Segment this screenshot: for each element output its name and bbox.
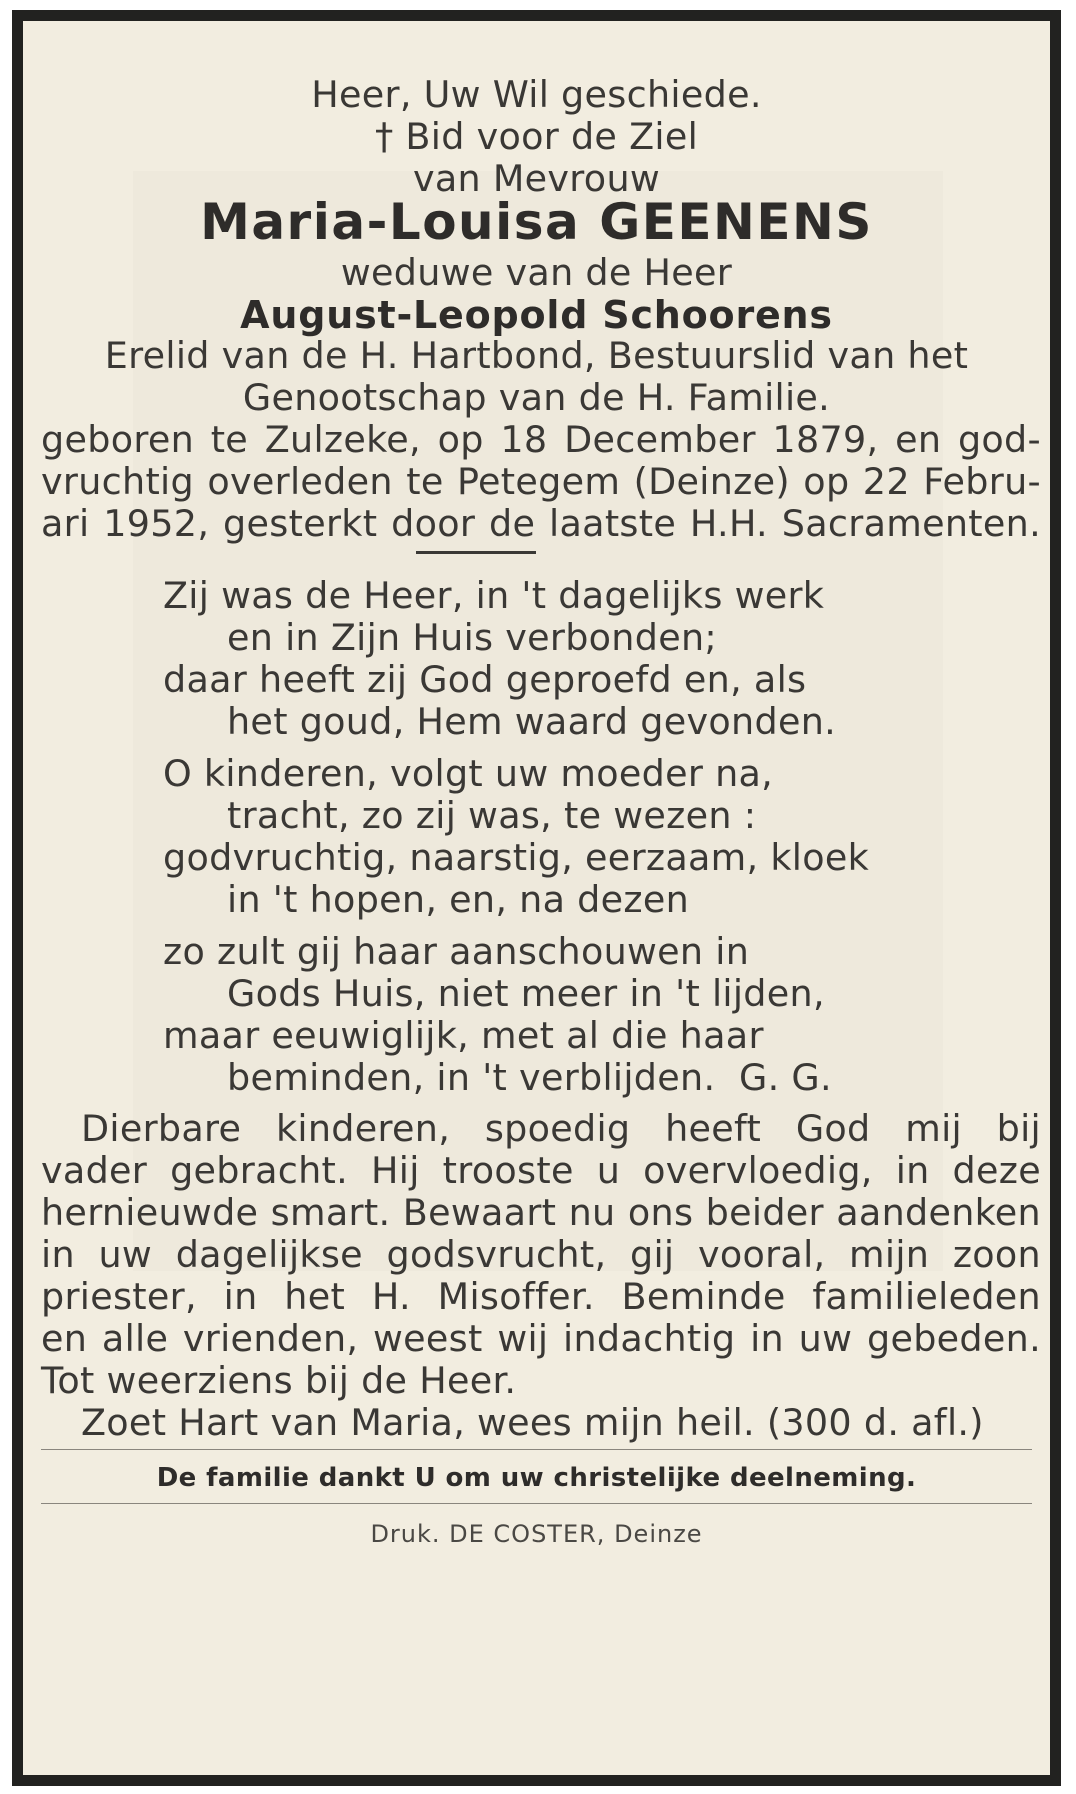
poem-line: en in Zijn Huis verbonden; (227, 616, 717, 659)
farewell-line: Dierbare kinderen, spoedig heeft God mij bij (81, 1107, 1041, 1150)
poem-line: beminden, in 't verblijden. (227, 1056, 716, 1099)
divider-rule (416, 551, 536, 554)
salutation: van Mevrouw (412, 157, 661, 200)
bio-line-2: vruchtig overleden te Petegem (Deinze) op 22 Febru- (41, 460, 1041, 503)
widow-of: weduwe van de Heer (340, 251, 733, 294)
farewell-line: en alle vrienden, weest wij indachtig in uw gebeden. (41, 1317, 1041, 1360)
bio-line-1: geboren te Zulzeke, op 18 December 1879, en god- (41, 418, 1041, 461)
family-thanks: De familie dankt U om uw christelijke deelneming. (156, 1463, 917, 1493)
footer-rule-top (41, 1449, 1032, 1450)
printer-credit: Druk. DE COSTER, Deinze (370, 1520, 703, 1548)
poem-line: in 't hopen, en, na dezen (227, 878, 690, 921)
poem-line: maar eeuwiglijk, met al die haar (163, 1014, 764, 1057)
poem-line: zo zult gij haar aanschouwen in (163, 930, 750, 973)
farewell-line: hernieuwde smart. Bewaart nu ons beider aandenken (41, 1191, 1041, 1234)
invocation: Heer, Uw Wil geschiede. (311, 73, 762, 116)
farewell-line: priester, in het H. Misoffer. Beminde familieleden (41, 1275, 1041, 1318)
husband-name: August-Leopold Schoorens (240, 293, 833, 337)
closing-prayer: Zoet Hart van Maria, wees mijn heil. (300 d. afl.) (81, 1401, 984, 1444)
prayer-request: † Bid voor de Ziel (374, 115, 699, 158)
poem-line: daar heeft zij God geproefd en, als (163, 658, 807, 701)
honors-line-2: Genootschap van de H. Familie. (242, 376, 831, 419)
memorial-card (12, 10, 1061, 1786)
poem-line: Gods Huis, niet meer in 't lijden, (227, 972, 825, 1015)
deceased-name: Maria-Louisa GEENENS (200, 193, 873, 251)
poem-line: godvruchtig, naarstig, eerzaam, kloek (163, 836, 870, 879)
poem-line: het goud, Hem waard gevonden. (227, 700, 837, 743)
poem-author: G. G. (739, 1056, 832, 1099)
farewell-closing: Tot weerziens bij de Heer. (41, 1359, 517, 1402)
poem-line: Zij was de Heer, in 't dagelijks werk (163, 574, 825, 617)
poem-line: O kinderen, volgt uw moeder na, (163, 752, 774, 795)
footer-rule-bottom (41, 1503, 1032, 1504)
bio-line-3: ari 1952, gesterkt door de laatste H.H. Sacramenten. (41, 502, 1041, 545)
honors-line-1: Erelid van de H. Hartbond, Bestuurslid van het (104, 334, 969, 377)
farewell-line: in uw dagelijkse godsvrucht, gij vooral, mijn zoon (41, 1233, 1041, 1276)
farewell-line: vader gebracht. Hij trooste u overvloedig, in deze (41, 1149, 1041, 1192)
poem-line: tracht, zo zij was, te wezen : (227, 794, 757, 837)
